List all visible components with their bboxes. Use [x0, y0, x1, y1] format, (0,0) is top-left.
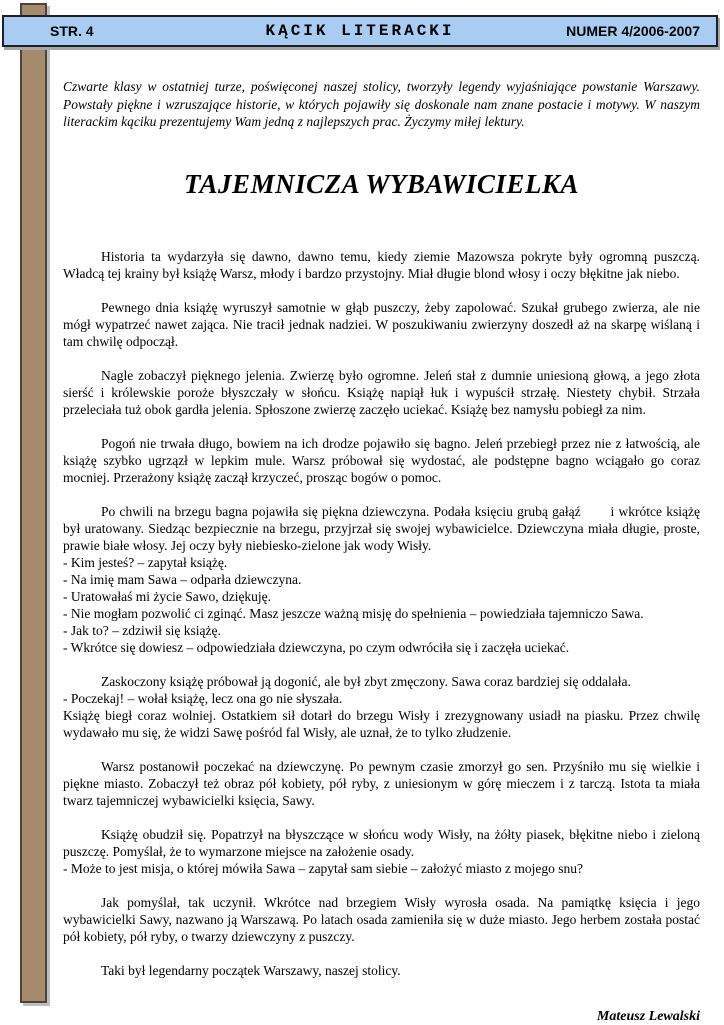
- story-paragraph: - Poczekaj! – wołał książę, lecz ona go nie słyszała.: [63, 690, 343, 706]
- story-paragraph: Po chwili na brzegu bagna pojawiła się piękna dziewczyna. Podała księciu grubą gałąź i wkrótce książę był uratowany. Siedząc bezpiecznie na brzegu, przyjrzał się swojej wybawicielce. Dziewczyna miała długie, proste, prawie białe włosy. Jej oczy były niebiesko-zielone jak wody Wisły.: [63, 503, 700, 553]
- story-paragraph: Nagle zobaczył pięknego jelenia. Zwierzę było ogromne. Jeleń stał z dumnie uniesioną głową, a jego złota sierść i królewskie poroże błyszczały w słońcu. Książę napiął łuk i wypuścił strzałę. Niestety chybił. Strzała przeleciała tuż obok gardła jelenia. Spłoszone zwierzę zaczęło uciekać. Książę bez namysłu pobiegł za nim.: [63, 367, 700, 417]
- page-content: [63, 78, 700, 1025]
- story-paragraph: Jak pomyślał, tak uczynił. Wkrótce nad brzegiem Wisły wyrosła osada. Na pamiątkę księcia i jego wybawicielki Sawy, nazwano ją Warszawą. Po latach osada zamieniła się w duże miasto. Jego herbem została postać pół kobiety, pół ryby, o twarzy dziewczyny z puszczy.: [63, 894, 700, 944]
- story-paragraph: - Nie mogłam pozwolić ci zginąć. Masz jeszcze ważną misję do spełnienia – powiedziała tajemniczo Sawa.: [63, 605, 644, 621]
- newsletter-header-bar: [2, 15, 718, 47]
- story-body: [63, 248, 700, 979]
- story-paragraph: - Może to jest misja, o której mówiła Sawa – zapytał sam siebie – założyć miasto z mojego snu?: [63, 860, 583, 876]
- story-paragraph: - Na imię mam Sawa – odparła dziewczyna.: [63, 571, 302, 587]
- story-paragraph: - Jak to? – zdziwił się książę.: [63, 622, 221, 638]
- story-paragraph: Pewnego dnia książę wyruszył samotnie w głąb puszczy, żeby zapolować. Szukał grubego zwierza, ale nie mógł wypatrzeć nawet zająca. Nie tracił jednak nadziei. W poszukiwaniu zwierzyny doszedł aż na skarpę wiślaną i tam chwilę odpoczął.: [63, 299, 700, 349]
- story-paragraph: Zaskoczony książę próbował ją dogonić, ale był zbyt zmęczony. Sawa coraz bardziej się oddalała.: [101, 673, 631, 689]
- story-paragraph: Pogoń nie trwała długo, bowiem na ich drodze pojawiło się bagno. Jeleń przebiegł przez nie z łatwością, ale książę szybko ugrzązł w lepkim mule. Warsz próbował się wydostać, ale podstępne bagno wciągało go coraz mocniej. Przerażony książę zaczął krzyczeć, prosząc bogów o pomoc.: [63, 435, 700, 485]
- story-paragraph: Historia ta wydarzyła się dawno, dawno temu, kiedy ziemie Mazowsza pokryte były ogromną puszczą. Władcą tej krainy był książę Warsz, młody i bardzo przystojny. Miał długie blond włosy i oczy błękitne jak niebo.: [63, 248, 700, 281]
- story-paragraph: - Wkrótce się dowiesz – odpowiedziała dziewczyna, po czym odwróciła się i zaczęła uciekać.: [63, 639, 570, 655]
- story-paragraph: Książę biegł coraz wolniej. Ostatkiem sił dotarł do brzegu Wisły i zrezygnowany usiadł na piasku. Przez chwilę wydawało mu się, że widzi Sawę pośród fal Wisły, ale uznał, że to tylko złudzenie.: [63, 707, 700, 740]
- story-paragraph: Warsz postanowił poczekać na dziewczynę. Po pewnym czasie zmorzył go sen. Przyśniło mu się wielkie i piękne miasto. Zobaczył też obraz pół kobiety, pół ryby, z uniesionym w górę mieczem i z tarczą. Istota ta miała twarz tajemniczej wybawicielki księcia, Sawy.: [63, 758, 700, 808]
- intro-paragraph: Czwarte klasy w ostatniej turze, poświęconej naszej stolicy, tworzyły legendy wyjaśniające powstanie Warszawy. Powstały piękne i wzruszające historie, w których pojawiły się doskonale nam znane postacie i motywy. W naszym literackim kąciku prezentujemy Wam jedną z najlepszych prac. Życzymy miłej lektury.: [63, 79, 700, 129]
- section-title: KĄCIK LITERACKI: [265, 22, 455, 40]
- author-signature: Mateusz Lewalski: [596, 1008, 700, 1024]
- left-margin-strip: [20, 3, 47, 1003]
- story-paragraph: - Kim jesteś? – zapytał książę.: [63, 554, 228, 570]
- story-paragraph: Książę obudził się. Popatrzył na błyszczące w słońcu wody Wisły, na żółty piasek, błękitne niebo i zieloną puszczę. Pomyślał, że to wymarzone miejsce na założenie osady.: [63, 826, 700, 859]
- issue-number-label: NUMER 4/2006-2007: [566, 23, 700, 39]
- story-paragraph: Taki był legendarny początek Warszawy, naszej stolicy.: [101, 962, 401, 978]
- story-paragraph: - Uratowałaś mi życie Sawo, dziękuję.: [63, 588, 272, 604]
- page-number-label: STR. 4: [50, 23, 94, 39]
- story-title: TAJEMNICZA WYBAWICIELKA: [184, 168, 579, 199]
